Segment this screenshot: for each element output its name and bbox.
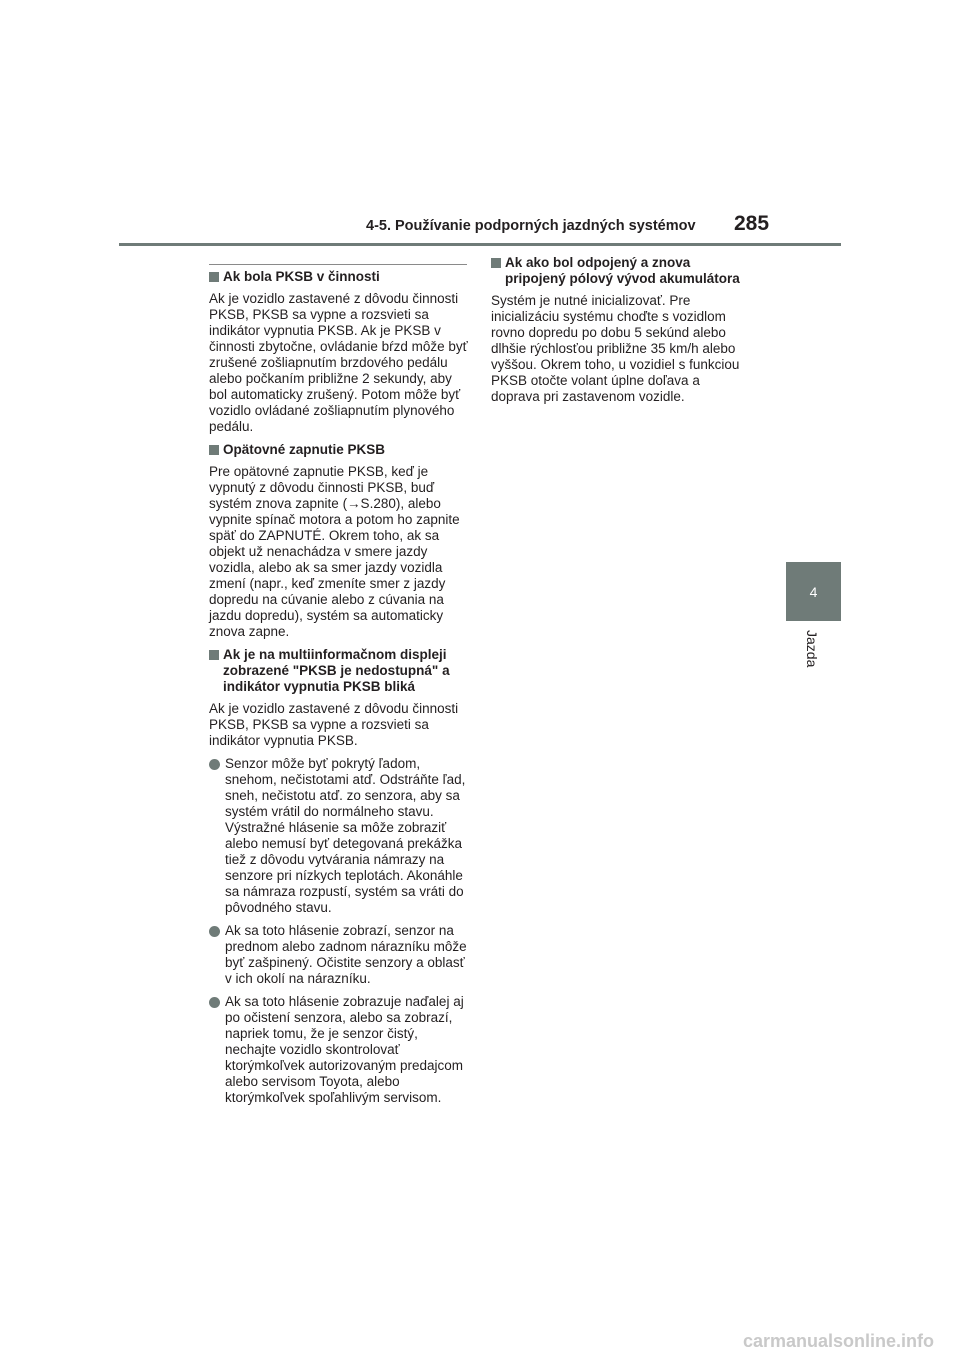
- chapter-label: Jazda: [804, 630, 820, 668]
- list-item: Senzor môže byť pokrytý ľadom, snehom, nečistotami atď. Odstráňte ľad, sneh, nečistotu atď. zo senzora, aby sa systém vrátil do normálneho stavu. Výstražné hlásenie sa môže zobraziť alebo nemusí byť detegovaná prekážka tiež z dôvodu vytvárania námrazy na senzore pri nízkych teplotách. Akonáhle sa námraza rozpustí, systém sa vráti do pôvodného stavu.: [209, 756, 471, 916]
- section-body: Systém je nutné inicializovať. Pre inicializáciu systému choďte s vozidlom rovno dopredu po dobu 5 sekúnd alebo dlhšie rýchlosťou približne 35 km/h alebo vyššou. Okrem toho, u vozidiel s funkciou PKSB otočte volant úplne doľava a doprava pri zastavenom vozidle.: [491, 293, 740, 404]
- square-bullet-icon: [209, 272, 219, 282]
- section-battery-reconnect: [491, 255, 751, 405]
- section-header-title: 4-5. Používanie podporných jazdných systémov: [366, 218, 696, 234]
- round-bullet-icon: [209, 759, 220, 770]
- chapter-tab: [786, 562, 841, 621]
- header-rule: [119, 243, 841, 246]
- left-column: [209, 269, 471, 1113]
- square-bullet-icon: [209, 445, 219, 455]
- section-body: Ak je vozidlo zastavené z dôvodu činnosti PKSB, PKSB sa vypne a rozsvieti sa indikátor vypnutia PKSB. Ak je PKSB v činnosti zbytočne, ovládanie bŕzd môže byť zrušené zošliapnutím brzdového pedálu alebo počkaním približne 2 sekundy, aby bol automaticky zrušený. Potom môže byť vozidlo ovládané zošliapnutím plynového pedálu.: [209, 291, 468, 434]
- round-bullet-icon: [209, 997, 220, 1008]
- list-item: Ak sa toto hlásenie zobrazí, senzor na prednom alebo zadnom nárazníku môže byť zašpinený. Očistite senzory a oblasť v ich okolí na nárazníku.: [209, 923, 471, 987]
- square-bullet-icon: [491, 258, 501, 268]
- section-body: Pre opätovné zapnutie PKSB, keď je vypnutý z dôvodu činnosti PKSB, buď systém znova zapnite (→S.280), alebo vypnite spínač motora a potom ho zapnite späť do ZAPNUTÉ. Okrem toho, ak sa objekt už nenachádza v smere jazdy vozidla, alebo ak sa smer jazdy vozidla zmení (napr., keď zmeníte smer z jazdy dopredu na cúvanie alebo z cúvania na jazdu dopredu), systém sa automaticky znova zapne.: [209, 464, 460, 639]
- page-number: 285: [734, 212, 770, 235]
- section-body: Ak je vozidlo zastavené z dôvodu činnosti PKSB, PKSB sa vypne a rozsvieti sa indikátor vypnutia PKSB.: [209, 701, 459, 748]
- column-rule: [209, 264, 467, 265]
- list-item: Ak sa toto hlásenie zobrazuje naďalej aj po očistení senzora, alebo sa zobrazí, napriek tomu, že je senzor čistý, nechajte vozidlo skontrolovať ktorýmkoľvek autorizovaným predajcom alebo servisom Toyota, alebo ktorýmkoľvek spoľahlivým servisom.: [209, 994, 471, 1106]
- section-pksb-unavailable: [209, 647, 471, 1106]
- section-heading: Ak ako bol odpojený a znova pripojený pólový vývod akumulátora: [491, 255, 751, 287]
- right-column: [491, 255, 751, 412]
- section-heading: Opätovné zapnutie PKSB: [209, 442, 471, 458]
- square-bullet-icon: [209, 650, 219, 660]
- section-pksb-reenable: [209, 442, 471, 640]
- chapter-number: 4: [809, 583, 818, 600]
- section-heading: Ak je na multiinformačnom displeji zobrazené "PKSB je nedostupná" a indikátor vypnutia PKSB bliká: [209, 647, 471, 695]
- section-heading: Ak bola PKSB v činnosti: [209, 269, 471, 285]
- section-pksb-active: [209, 269, 471, 435]
- round-bullet-icon: [209, 926, 220, 937]
- footer-watermark[interactable]: carmanualsonline.info: [742, 1331, 934, 1351]
